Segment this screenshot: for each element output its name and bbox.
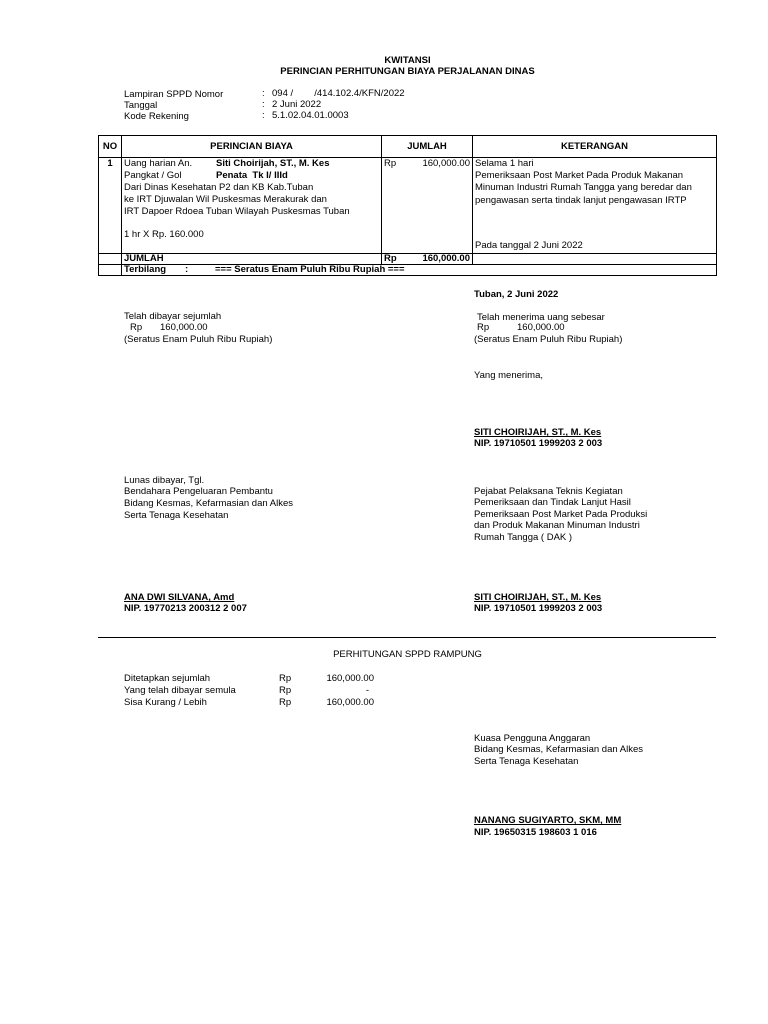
row-currency: Rp [384,158,397,169]
rampung-currency-1: Rp [279,673,292,684]
rampung-amount-2: - [365,685,369,696]
document-subtitle: PERINCIAN PERHITUNGAN BIAYA PERJALANAN DINAS [280,66,535,77]
receiver-nip: NIP. 19710501 1999203 2 003 [474,438,603,449]
table-row [99,158,717,254]
pptk-line-3: Pemeriksaan Post Market Pada Produksi [474,509,648,520]
table-header-row [99,136,717,158]
ket-line-2: Pemeriksaan Post Market Pada Produk Makanan [475,170,684,182]
trip-desc-2: ke IRT Djuwalan Wil Puskesmas Merakurak dan [124,194,327,206]
pptk-line-5: Rumah Tangga ( DAK ) [474,532,573,543]
jumlah-amount: 160,000.00 [422,253,470,264]
bendahara-name: ANA DWI SILVANA, Amd [124,592,235,603]
row-jumlah [382,158,473,254]
bendahara-line-4: Serta Tenaga Kesehatan [124,510,229,521]
info-colon: : [262,99,265,110]
received-words: (Seratus Enam Puluh Ribu Rupiah) [474,334,623,345]
rampung-amount-3: 160,000.00 [326,697,374,708]
row-perincian [122,158,382,254]
info-value-rekening: 5.1.02.04.01.0003 [272,110,349,121]
rampung-title: PERHITUNGAN SPPD RAMPUNG [333,649,482,660]
ket-line-3: Minuman Industri Rumah Tangga yang beredar dan [475,182,692,194]
info-label-tanggal: Tanggal [124,100,158,111]
kpa-nip: NIP. 19650315 198603 1 016 [474,827,597,838]
row-keterangan [473,158,717,254]
rampung-label-3: Sisa Kurang / Lebih [124,697,207,708]
pptk-name: SITI CHOIRIJAH, ST., M. Kes [474,592,602,603]
rampung-currency-2: Rp [279,685,292,696]
jumlah-currency: Rp [384,253,397,264]
terbilang-value: === Seratus Enam Puluh Ribu Rupiah === [215,264,405,275]
header-keterangan: KETERANGAN [473,136,717,158]
jumlah-row [99,254,717,265]
header-perincian: PERINCIAN BIAYA [122,136,382,158]
pptk-line-1: Pejabat Pelaksana Teknis Kegiatan [474,486,623,497]
info-colon: : [262,110,265,121]
rampung-label-1: Ditetapkan sejumlah [124,673,211,684]
document-title: KWITANSI [384,55,431,66]
rampung-currency-3: Rp [279,697,292,708]
paid-amount: 160,000.00 [160,322,208,333]
terbilang-row [99,265,717,276]
section-divider [98,637,716,638]
bendahara-line-2: Bendahara Pengeluaran Pembantu [124,486,273,497]
jumlah-label: JUMLAH [122,254,382,265]
kpa-line-3: Serta Tenaga Kesehatan [474,756,579,767]
received-amount: 160,000.00 [517,322,565,333]
calc-line: 1 hr X Rp. 160.000 [124,228,204,240]
received-label: Telah menerima uang sebesar [477,312,605,323]
trip-desc-3: IRT Dapoer Rdoea Tuban Wilayah Puskesmas Tuban [124,206,350,218]
terbilang-label: Terbilang [124,264,167,275]
paid-currency: Rp [130,322,143,333]
bendahara-line-3: Bidang Kesmas, Kefarmasian dan Alkes [124,498,293,509]
paid-label: Telah dibayar sejumlah [124,311,222,322]
header-no: NO [99,136,122,158]
place-date: Tuban, 2 Juni 2022 [474,289,559,300]
info-label-sppd: Lampiran SPPD Nomor [124,89,224,100]
kpa-name: NANANG SUGIYARTO, SKM, MM [474,815,622,826]
info-label-rekening: Kode Rekening [124,111,189,122]
ket-line-4: pengawasan serta tindak lanjut pengawasan IRTP [475,194,687,206]
ket-date: Pada tanggal 2 Juni 2022 [475,239,583,251]
uang-harian-label: Uang harian An. [124,158,193,169]
bendahara-nip: NIP. 19770213 200312 2 007 [124,603,247,614]
pangkat-value: Penata Tk I/ IIId [216,170,288,181]
kpa-line-2: Bidang Kesmas, Kefarmasian dan Alkes [474,744,643,755]
info-value-tanggal: 2 Juni 2022 [272,99,322,110]
bendahara-line-1: Lunas dibayar, Tgl. [124,475,205,486]
ket-line-1: Selama 1 hari [475,158,534,169]
cost-table [98,135,717,276]
trip-desc-1: Dari Dinas Kesehatan P2 dan KB Kab.Tuban [124,182,314,193]
rampung-label-2: Yang telah dibayar semula [124,685,236,696]
traveler-name: Siti Choirijah, ST., M. Kes [216,158,330,169]
row-no: 1 [99,158,122,254]
row-amount: 160,000.00 [422,158,470,169]
terbilang-colon: : [185,264,189,275]
info-value-sppd: 094 / /414.102.4/KFN/2022 [272,88,405,99]
info-colon: : [262,88,265,99]
pangkat-label: Pangkat / Gol [124,170,182,181]
received-currency: Rp [477,322,490,333]
header-jumlah: JUMLAH [382,136,473,158]
receiver-label: Yang menerima, [474,370,543,381]
pptk-nip: NIP. 19710501 1999203 2 003 [474,603,603,614]
pptk-line-2: Pemeriksaan dan Tindak Lanjut Hasil [474,497,631,508]
pptk-line-4: dan Produk Makanan Minuman Industri [474,520,640,531]
terbilang-cell [122,265,717,276]
receiver-name: SITI CHOIRIJAH, ST., M. Kes [474,427,602,438]
rampung-amount-1: 160,000.00 [326,673,374,684]
paid-words: (Seratus Enam Puluh Ribu Rupiah) [124,334,273,345]
jumlah-cell [382,254,473,265]
kpa-line-1: Kuasa Pengguna Anggaran [474,733,591,744]
